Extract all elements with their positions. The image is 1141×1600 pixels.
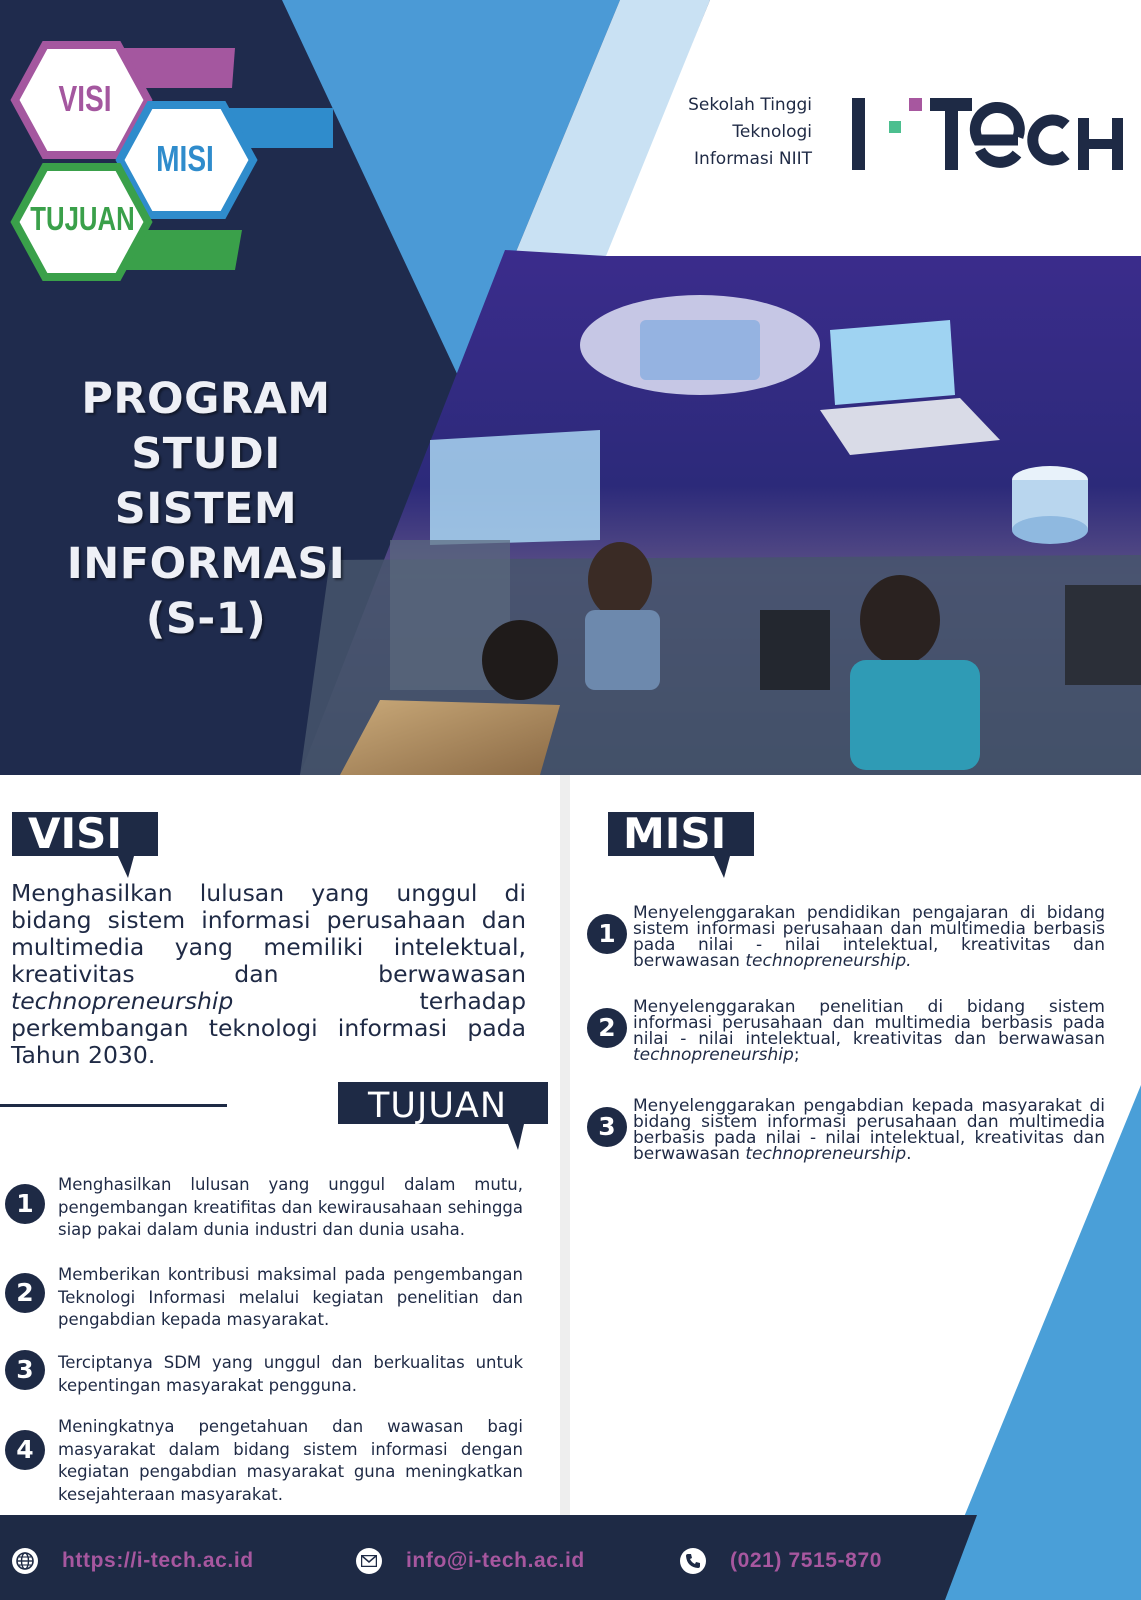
- program-title-line: SISTEM: [114, 484, 298, 534]
- tujuan-number: 4: [5, 1430, 45, 1470]
- tujuan-number: 2: [5, 1273, 45, 1313]
- misi-heading: MISI: [623, 809, 727, 858]
- tujuan-text: Terciptanya SDM yang unggul dan berkualitas untuk kepentingan masyarakat pengguna.: [58, 1353, 523, 1395]
- tujuan-text: Memberikan kontribusi maksimal pada pengembangan Teknologi Informasi melalui kegiatan penelitian dan pengabdian kepada masyarakat.: [58, 1265, 523, 1329]
- column-divider: [560, 775, 570, 1515]
- misi-text-main: Menyelenggarakan pendidikan pengajaran di bidang sistem informasi perusahaan dan multimedia berbasis pada nilai - nilai intelektual, kreativitas dan berwawasan: [633, 903, 1105, 971]
- misi-text-main: Menyelenggarakan pengabdian kepada masyarakat di bidang sistem informasi perusahaan dan multimedia berbasis pada nilai - nilai intelektual, kreativitas dan berwawasan: [633, 1096, 1105, 1164]
- tujuan-number: 1: [5, 1184, 45, 1224]
- badge-misi-label: MISI: [156, 138, 214, 179]
- phone-number[interactable]: (021) 7515-870: [730, 1549, 883, 1572]
- visi-text-emph: technopreneurship: [11, 987, 234, 1015]
- tujuan-number: 3: [5, 1350, 45, 1390]
- tujuan-heading: TUJUAN: [368, 1086, 508, 1126]
- footer-website[interactable]: [12, 1546, 254, 1576]
- misi-text-end: .: [906, 1144, 912, 1164]
- misi-text: [633, 905, 1105, 969]
- tujuan-text: Meningkatnya pengetahuan dan wawasan bagi masyarakat dalam bidang sistem informasi dengan kegiatan pengabdian masyarakat guna meningkatkan kesejahteraan masyarakat.: [58, 1417, 523, 1504]
- misi-text-emph: technopreneurship: [633, 1045, 794, 1065]
- misi-text: [633, 1098, 1105, 1162]
- globe-icon: [12, 1548, 38, 1574]
- misi-text-main: Menyelenggarakan penelitian di bidang sistem informasi perusahaan dan multimedia berbasis pada nilai - nilai intelektual, kreativitas dan berwawasan: [633, 997, 1105, 1049]
- misi-number: 3: [587, 1107, 627, 1147]
- website-link[interactable]: https://i-tech.ac.id: [62, 1549, 254, 1572]
- visi-text-main: Menghasilkan lulusan yang unggul di bidang sistem informasi perusahaan dan multimedia yang memiliki intelektual, kreativitas dan berwawasan: [11, 879, 526, 988]
- visi-text: [11, 880, 526, 1069]
- misi-text-end: ;: [793, 1045, 800, 1065]
- misi-text-emph: technopreneurship.: [745, 951, 912, 971]
- photo-laptop-screen: [830, 320, 955, 405]
- footer-phone[interactable]: [680, 1546, 882, 1576]
- brand-logo-wordmark: [930, 92, 1125, 174]
- program-title-line: PROGRAM STUDI: [81, 374, 331, 479]
- brand-magenta-dot: [909, 98, 922, 111]
- mail-icon: [356, 1548, 382, 1574]
- tujuan-rule: [0, 1104, 227, 1107]
- institution-name-line: Sekolah Tinggi: [688, 95, 812, 115]
- institution-name: [640, 92, 812, 173]
- badge-tujuan-label: TUJUAN: [30, 200, 135, 237]
- institution-name-line: Teknologi: [732, 122, 812, 142]
- program-title: [0, 372, 412, 647]
- program-title-line: INFORMASI: [66, 539, 346, 589]
- misi-text-emph: technopreneurship: [745, 1144, 907, 1164]
- misi-number: 2: [587, 1008, 627, 1048]
- phone-icon: [680, 1548, 706, 1574]
- brand-i-stem: [852, 98, 865, 170]
- institution-name-line: Informasi NIIT: [694, 149, 812, 169]
- misi-number: 1: [587, 914, 627, 954]
- brand-teal-dot: [889, 121, 901, 133]
- visi-text-end: terhadap perkembangan teknologi informasi pada Tahun 2030.: [11, 987, 526, 1069]
- tujuan-text: Menghasilkan lulusan yang unggul dalam mutu, pengembangan kreatifitas dan kewirausahaan sehingga siap pakai dalam dunia industri dan dunia usaha.: [58, 1175, 523, 1239]
- email-link[interactable]: info@i-tech.ac.id: [406, 1549, 585, 1572]
- footer-email[interactable]: [356, 1546, 585, 1576]
- program-title-line: (S-1): [145, 594, 267, 644]
- misi-text: [633, 999, 1105, 1063]
- badge-visi-label: VISI: [58, 78, 112, 119]
- visi-heading: VISI: [28, 809, 123, 858]
